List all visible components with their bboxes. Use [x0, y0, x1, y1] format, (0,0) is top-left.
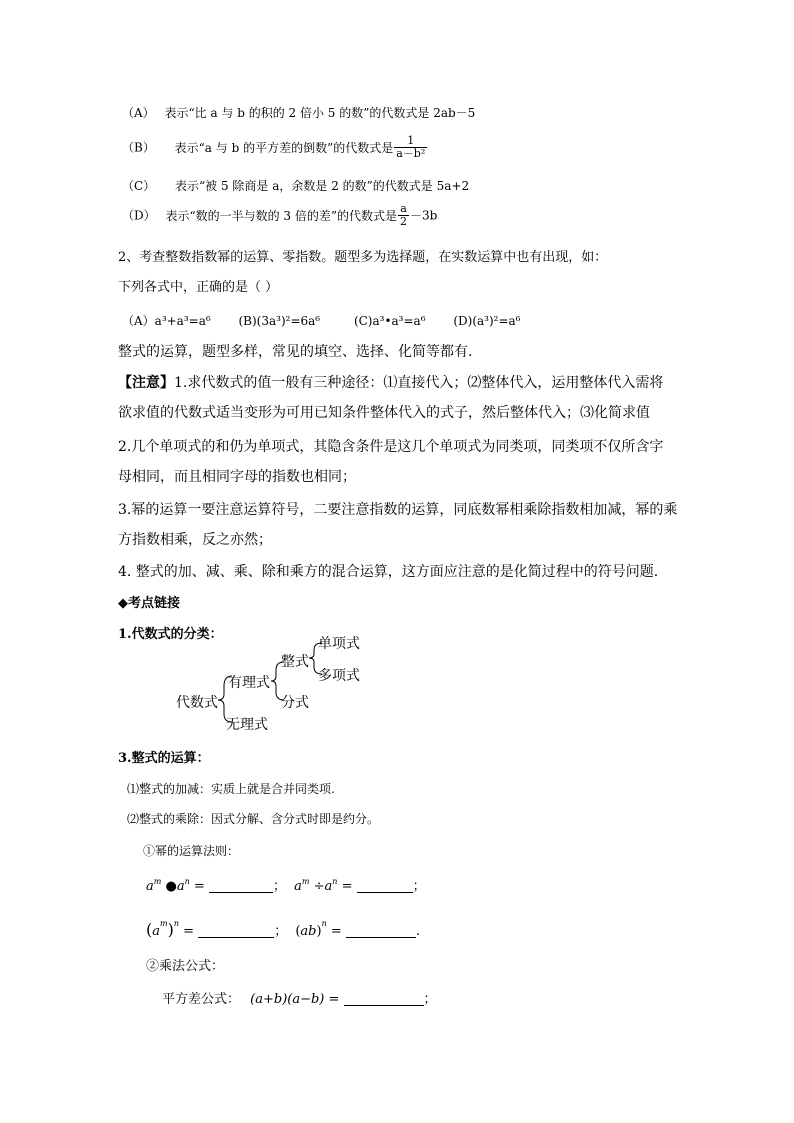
tree-polynomial: 多项式	[318, 668, 360, 684]
note-2b: 母相同，而且相同字母的指数也相同；	[118, 469, 356, 485]
option-d-tail: －3b	[410, 208, 438, 223]
note-2a: 2.几个单项式的和仍为单项式，其隐含条件是这几个单项式为同类项，同类项不仅所含字	[118, 439, 664, 455]
choice-b: (B)(3a³)²=6a⁶	[238, 314, 321, 328]
option-d-frac-num: a	[400, 202, 407, 215]
option-a-label: （A）	[122, 106, 155, 120]
note-tag: 【注意】	[118, 375, 174, 391]
ops-heading: 3.整式的运算：	[118, 751, 210, 766]
option-d-frac-den: 2	[400, 215, 407, 229]
tree-rational: 有理式	[228, 675, 270, 691]
option-c-label: （C）	[122, 179, 156, 193]
power-rule-heading: ①幂的运算法则：	[143, 844, 240, 858]
f1-base-a: a	[146, 879, 154, 894]
f2-base-b: a	[324, 879, 333, 894]
f1-exp-n: n	[184, 877, 190, 886]
note-1b: 欲求值的代数式适当变形为可用已知条件整体代入的式子，然后整体代入；⑶化简求值	[118, 405, 650, 421]
f3-exp-m: m	[160, 919, 168, 928]
formula-power: $(a^m)^n$ = ； (ab)$^n$ = .	[146, 919, 421, 939]
tree-integral: 整式	[281, 654, 309, 670]
choice-a: （A）a³+a³=a⁶	[122, 314, 211, 328]
choice-d: (D)(a³)²=a⁶	[453, 314, 521, 328]
f3-base: a	[152, 924, 161, 939]
link-heading: ◆考点链接	[118, 596, 180, 611]
option-a-text: 表示“比 a 与 b 的积的 2 倍小 5 的数”的代数式是 2ab－5	[164, 106, 476, 120]
option-b-frac-num: 1	[407, 134, 415, 147]
formula-product: $a^m$ $●a^n$ = ； $a^m \div a^n$ = ；	[146, 877, 426, 894]
tree-fractional: 分式	[281, 695, 309, 711]
note-4: 4. 整式的加、减、乘、除和乘方的混合运算，这方面应注意的是化简过程中的符号问题.	[118, 564, 659, 580]
f4-exp-n: n	[321, 919, 327, 928]
note-3a: 3.幂的运算一要注意运算符号，二要注意指数的运算，同底数幂相乘除指数相加减，幂的乘	[118, 502, 678, 518]
blank-sq-diff[interactable]	[344, 993, 424, 1006]
f2-base-a: a	[294, 879, 302, 894]
item-2: 2、考查整数指数幂的运算、零指数。题型多为选择题，在实数运算中也有出现，如：	[118, 250, 608, 265]
option-b-frac-den: a－b²	[396, 147, 426, 161]
sq-diff-row: 平方差公式： (a+b)(a−b) = ；	[162, 992, 437, 1007]
option-d-label: （D）	[122, 208, 156, 223]
tree-root: 代数式	[176, 695, 218, 711]
option-b-text: 表示“a 与 b 的平方差的倒数”的代数式是	[174, 140, 394, 155]
sq-diff-expr: (a+b)(a−b) =	[250, 992, 340, 1007]
f4-base: ab	[300, 924, 317, 939]
note-1a-text: 1.求代数式的值一般有三种途径：⑴直接代入；⑵整体代入，运用整体代入需将	[174, 375, 664, 391]
note-3b: 方指数相乘，反之亦然；	[118, 532, 272, 548]
f2-exp-n: n	[332, 877, 338, 886]
choice-c: (C)a³•a³=a⁶	[353, 314, 426, 328]
blank-product-power[interactable]	[346, 925, 416, 938]
op-2: ⑵整式的乘除：因式分解、含分式时即是约分。	[127, 812, 380, 826]
question: 下列各式中，正确的是（ ）	[118, 280, 279, 295]
f2-exp-m: m	[301, 877, 310, 886]
option-b-label: （B）	[122, 140, 155, 155]
blank-product[interactable]	[209, 880, 273, 893]
f1-exp-m: m	[153, 877, 162, 886]
op-1: ⑴整式的加减：实质上就是合并同类项.	[127, 782, 335, 796]
f1-base-b: a	[176, 879, 185, 894]
f3-exp-n: n	[173, 919, 180, 928]
option-d-text: 表示“数的一半与数的 3 倍的差”的代数式是	[165, 208, 397, 223]
mult-formula-heading: ②乘法公式：	[146, 959, 225, 974]
classify-heading: 1.代数式的分类：	[118, 627, 223, 642]
tree-monomial: 单项式	[318, 636, 360, 652]
summary: 整式的运算，题型多样，常见的填空、选择、化简等都有.	[118, 344, 473, 360]
blank-power[interactable]	[198, 925, 274, 938]
blank-quotient[interactable]	[357, 880, 413, 893]
option-c-text: 表示“被 5 除商是 a，余数是 2 的数”的代数式是 5a+2	[175, 179, 470, 193]
sq-diff-label: 平方差公式：	[162, 992, 241, 1007]
tree-irrational: 无理式	[226, 717, 268, 733]
